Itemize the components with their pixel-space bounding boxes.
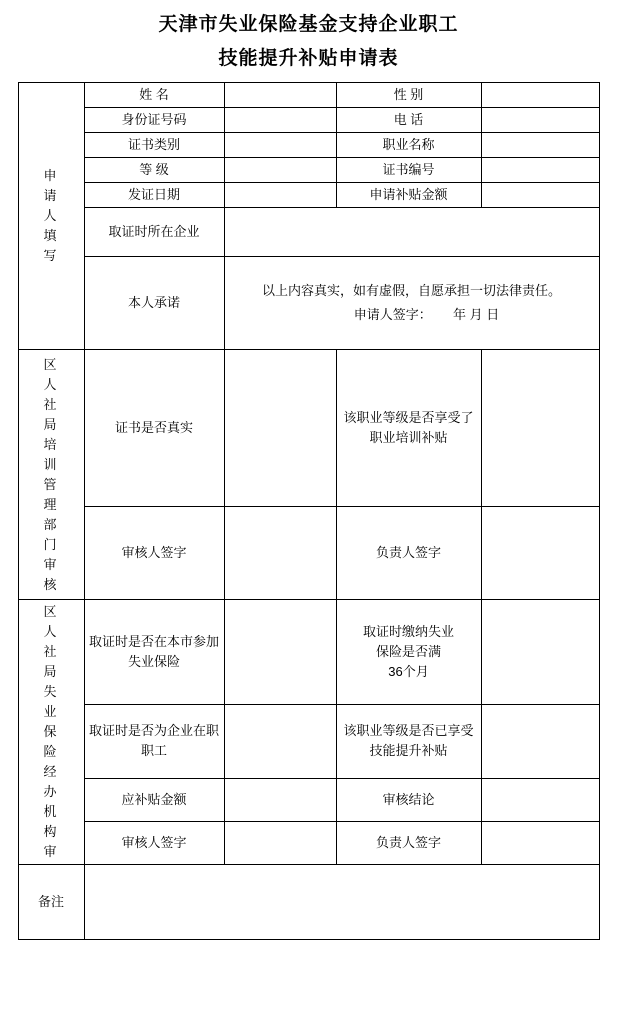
value-issue-date[interactable] bbox=[224, 183, 336, 208]
section-label-applicant: 申 请 人 填 写 bbox=[18, 83, 84, 350]
label-cert-number: 证书编号 bbox=[336, 158, 481, 183]
value-cert-authentic[interactable] bbox=[224, 350, 336, 507]
table-row bbox=[18, 183, 599, 208]
table-row bbox=[18, 108, 599, 133]
value-remark[interactable] bbox=[84, 865, 599, 940]
label-auditor-signature-2: 审核人签字 bbox=[84, 821, 224, 864]
label-auditor-signature-1: 审核人签字 bbox=[84, 507, 224, 600]
section-label-agency-audit: 区 人 社 局 失 业 保 险 经 办 机 构 审 bbox=[18, 600, 84, 865]
value-employed-at-company[interactable] bbox=[224, 704, 336, 778]
label-manager-signature-2: 负责人签字 bbox=[336, 821, 481, 864]
value-enjoyed-skill-subsidy[interactable] bbox=[481, 704, 599, 778]
value-apply-amount[interactable] bbox=[481, 183, 599, 208]
label-payable-amount: 应补贴金额 bbox=[84, 778, 224, 821]
promise-signature-label: 申请人签字： bbox=[353, 307, 432, 322]
section-label-training-dept-audit: 区 人 社 局 培 训 管 理 部 门 审 核 bbox=[18, 350, 84, 600]
label-employed-at-company: 取证时是否为企业在职职工 bbox=[84, 704, 224, 778]
label-company-at-cert: 取证时所在企业 bbox=[84, 208, 224, 257]
value-id-number[interactable] bbox=[224, 108, 336, 133]
page-title-line2: 技能提升补贴申请表 bbox=[218, 48, 399, 69]
table-row bbox=[18, 158, 599, 183]
value-cert-type[interactable] bbox=[224, 133, 336, 158]
value-cert-number[interactable] bbox=[481, 158, 599, 183]
label-enjoyed-training-subsidy: 该职业等级是否享受了职业培训补贴 bbox=[336, 350, 481, 507]
label-name: 姓 名 bbox=[84, 83, 224, 108]
label-apply-amount: 申请补贴金额 bbox=[336, 183, 481, 208]
value-level[interactable] bbox=[224, 158, 336, 183]
table-row bbox=[18, 821, 599, 864]
table-row bbox=[18, 208, 599, 257]
label-insured-in-city: 取证时是否在本市参加失业保险 bbox=[84, 600, 224, 705]
label-insurance-36-months: 取证时缴纳失业 保险是否满 36个月 bbox=[336, 600, 481, 705]
page-title-line1: 天津市失业保险基金支持企业职工 bbox=[158, 14, 459, 35]
label-enjoyed-skill-subsidy: 该职业等级是否已享受技能提升补贴 bbox=[336, 704, 481, 778]
value-payable-amount[interactable] bbox=[224, 778, 336, 821]
label-promise: 本人承诺 bbox=[84, 257, 224, 350]
value-insured-in-city[interactable] bbox=[224, 600, 336, 705]
label-level: 等 级 bbox=[84, 158, 224, 183]
promise-date-label[interactable]: 年 月 日 bbox=[453, 307, 500, 322]
value-company-at-cert[interactable] bbox=[224, 208, 599, 257]
table-row bbox=[18, 778, 599, 821]
promise-signature-line bbox=[229, 305, 595, 325]
value-name[interactable] bbox=[224, 83, 336, 108]
label-manager-signature-1: 负责人签字 bbox=[336, 507, 481, 600]
table-row bbox=[18, 133, 599, 158]
table-row bbox=[18, 350, 599, 507]
table-row bbox=[18, 83, 599, 108]
value-auditor-signature-1[interactable] bbox=[224, 507, 336, 600]
value-manager-signature-1[interactable] bbox=[481, 507, 599, 600]
value-auditor-signature-2[interactable] bbox=[224, 821, 336, 864]
value-manager-signature-2[interactable] bbox=[481, 821, 599, 864]
table-row bbox=[18, 257, 599, 350]
table-row bbox=[18, 507, 599, 600]
value-gender[interactable] bbox=[481, 83, 599, 108]
table-row bbox=[18, 865, 599, 940]
label-gender: 性 别 bbox=[336, 83, 481, 108]
promise-cell bbox=[224, 257, 599, 350]
table-row bbox=[18, 704, 599, 778]
label-remark: 备注 bbox=[18, 865, 84, 940]
value-occupation-name[interactable] bbox=[481, 133, 599, 158]
label-cert-authentic: 证书是否真实 bbox=[84, 350, 224, 507]
table-row bbox=[18, 600, 599, 705]
label-occupation-name: 职业名称 bbox=[336, 133, 481, 158]
label-phone: 电 话 bbox=[336, 108, 481, 133]
promise-text: 以上内容真实，如有虚假，自愿承担一切法律责任。 bbox=[261, 283, 561, 298]
label-audit-conclusion: 审核结论 bbox=[336, 778, 481, 821]
application-form-table bbox=[18, 82, 600, 940]
value-enjoyed-training-subsidy[interactable] bbox=[481, 350, 599, 507]
label-cert-type: 证书类别 bbox=[84, 133, 224, 158]
label-id-number: 身份证号码 bbox=[84, 108, 224, 133]
value-insurance-36-months[interactable] bbox=[481, 600, 599, 705]
value-audit-conclusion[interactable] bbox=[481, 778, 599, 821]
value-phone[interactable] bbox=[481, 108, 599, 133]
label-issue-date: 发证日期 bbox=[84, 183, 224, 208]
